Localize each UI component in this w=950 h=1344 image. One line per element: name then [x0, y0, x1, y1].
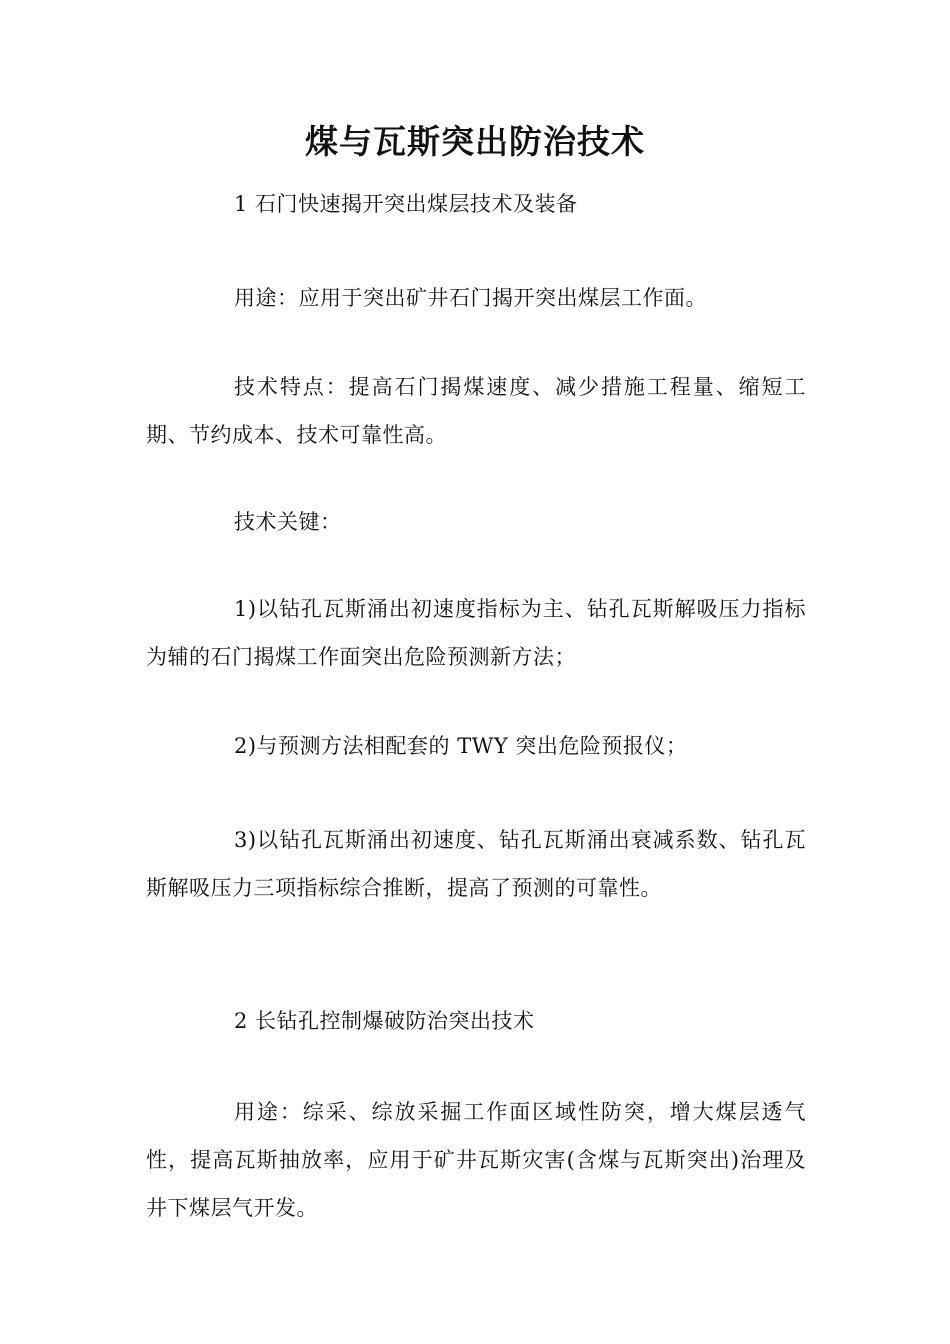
paragraph-features-1: 技术特点：提高石门揭煤速度、减少措施工程量、缩短工期、节约成本、技术可靠性高。 — [146, 375, 806, 447]
section-heading-2: 2 长钻孔控制爆破防治突出技术 — [234, 1009, 535, 1033]
paragraph-usage-1: 用途：应用于突出矿井石门揭开突出煤层工作面。 — [234, 286, 707, 310]
paragraph-key-item-2: 2)与预测方法相配套的 TWY 突出危险预报仪； — [234, 734, 688, 758]
paragraph-key-label: 技术关键： — [234, 510, 342, 534]
paragraph-key-item-3: 3)以钻孔瓦斯涌出初速度、钻孔瓦斯涌出衰减系数、钻孔瓦斯解吸压力三项指标综合推断，提高了预测的可靠性。 — [146, 828, 806, 900]
section-heading-1: 1 石门快速揭开突出煤层技术及装备 — [234, 192, 578, 216]
paragraph-key-item-1: 1)以钻孔瓦斯涌出初速度指标为主、钻孔瓦斯解吸压力指标为辅的石门揭煤工作面突出危险预测新方法； — [146, 597, 806, 669]
paragraph-usage-2: 用途：综采、综放采掘工作面区域性防突，增大煤层透气性，提高瓦斯抽放率，应用于矿井瓦斯灾害(含煤与瓦斯突出)治理及井下煤层气开发。 — [146, 1100, 806, 1220]
document-title: 煤与瓦斯突出防治技术 — [305, 122, 645, 161]
